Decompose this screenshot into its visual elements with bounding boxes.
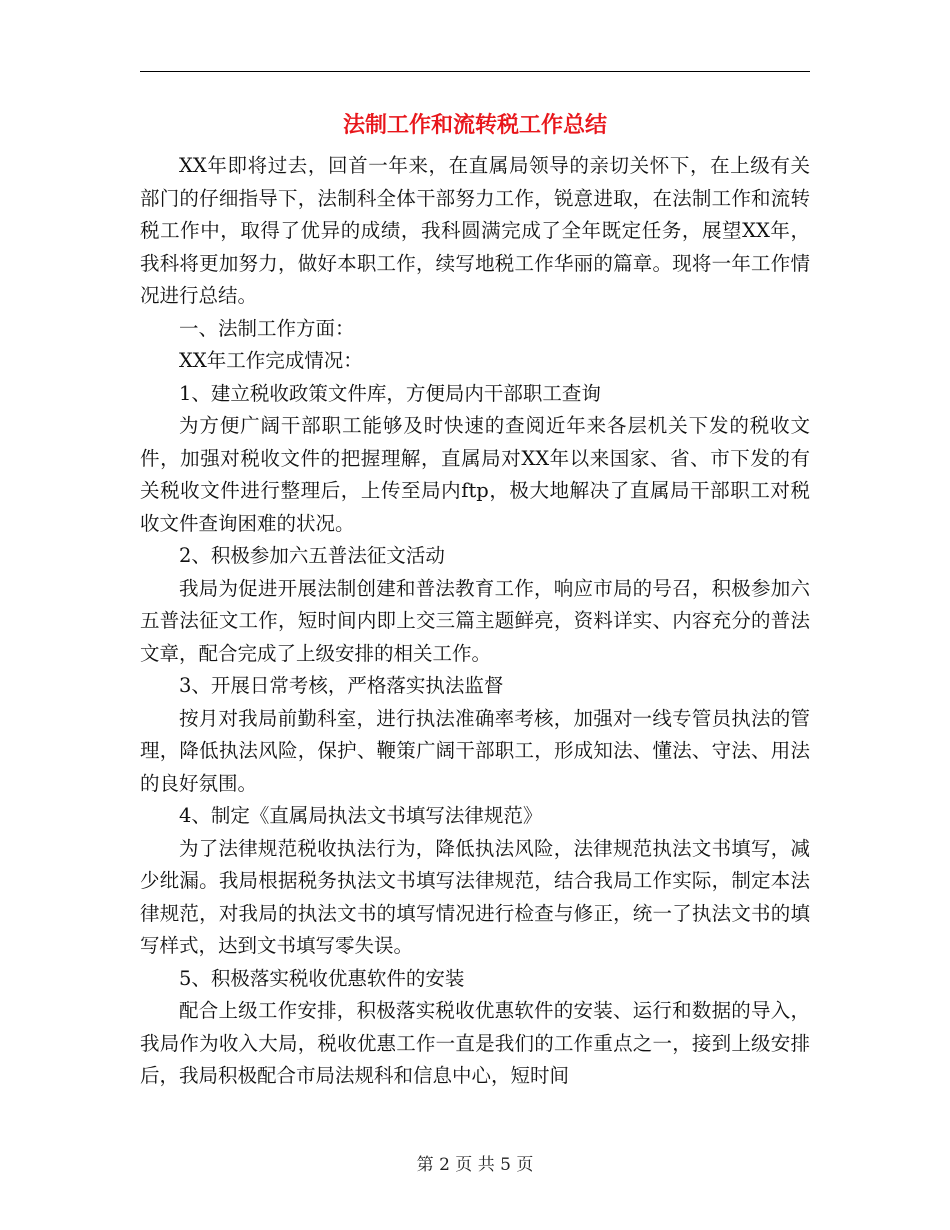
document-body xyxy=(140,150,810,1093)
section-heading-legal-work: 一、法制工作方面： xyxy=(179,316,355,340)
item-paragraph-5: 配合上级工作安排，积极落实税收优惠软件的安装、运行和数据的导入，我局作为收入大局，税收优惠工作一直是我们的工作重点之一，接到上级安排后，我局积极配合市局法规科和信息中心，短时间 xyxy=(140,999,810,1087)
item-paragraph-1: 为方便广阔干部职工能够及时快速的查阅近年来各层机关下发的税收文件，加强对税收文件的把握理解，直属局对XX年以来国家、省、市下发的有关税收文件进行整理后，上传至局内ftp，极大地解决了直属局干部职工对税收文件查询困难的状况。 xyxy=(140,414,810,535)
item-heading-5: 5、积极落实税收优惠软件的安装 xyxy=(179,966,465,990)
item-heading-4: 4、制定《直属局执法文书填写法律规范》 xyxy=(179,804,543,827)
page-number: 第 2 页 共 5 页 xyxy=(416,1155,534,1175)
item-heading-2: 2、积极参加六五普法征文活动 xyxy=(179,544,445,567)
item-heading-1: 1、建立税收政策文件库，方便局内干部职工查询 xyxy=(179,381,601,405)
item-paragraph-2: 我局为促进开展法制创建和普法教育工作，响应市局的号召，积极参加六五普法征文工作，短时间内即上交三篇主题鲜亮，资料详实、内容充分的普法文章，配合完成了上级安排的相关工作。 xyxy=(140,576,810,665)
intro-paragraph: XX年即将过去，回首一年来，在直属局领导的亲切关怀下，在上级有关部门的仔细指导下，法制科全体干部努力工作，锐意进取，在法制工作和流转税工作中，取得了优异的成绩，我科圆满完成了全年既定任务，展望XX年，我科将更加努力，做好本职工作，续写地税工作华丽的篇章。现将一年工作情况进行总结。 xyxy=(140,154,810,307)
subheading-completion-status: XX年工作完成情况： xyxy=(179,349,363,372)
item-paragraph-3: 按月对我局前勤科室，进行执法准确率考核，加强对一线专管员执法的管理，降低执法风险，保护、鞭策广阔干部职工，形成知法、懂法、守法、用法的良好氛围。 xyxy=(140,706,810,795)
item-paragraph-4: 为了法律规范税收执法行为，降低执法风险，法律规范执法文书填写，减少纰漏。我局根据税务执法文书填写法律规范，结合我局工作实际，制定本法律规范，对我局的执法文书的填写情况进行检查与修正，统一了执法文书的填写样式，达到文书填写零失误。 xyxy=(140,836,810,957)
document-title: 法制工作和流转税工作总结 xyxy=(342,112,607,138)
item-heading-3: 3、开展日常考核，严格落实执法监督 xyxy=(179,674,504,697)
header-rule xyxy=(140,71,810,72)
